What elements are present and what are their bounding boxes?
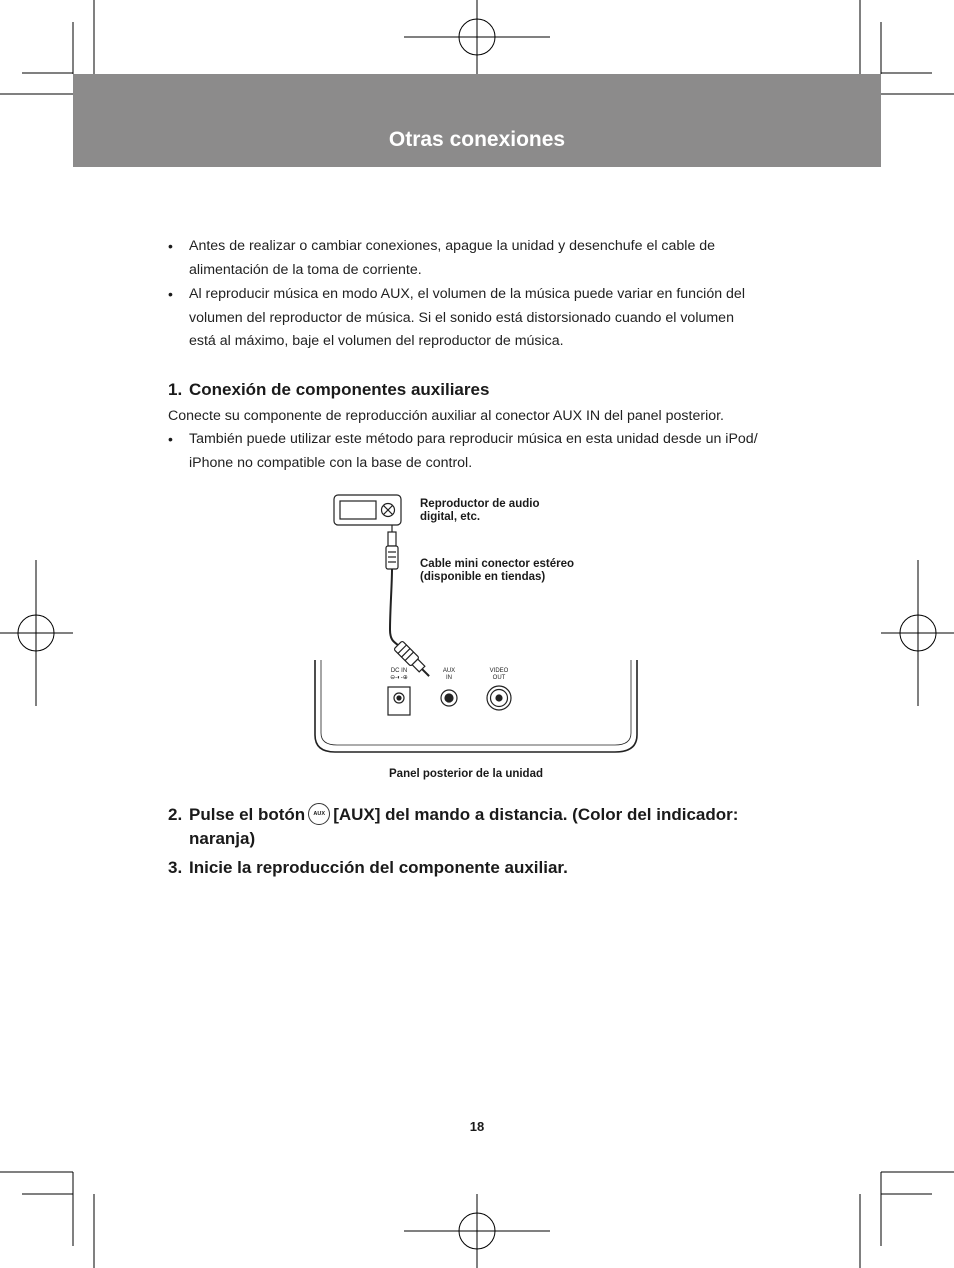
note-1 [189,235,715,282]
section-title: Conexión de componentes auxiliares [189,380,490,399]
port-label-line: AUX [442,668,456,674]
step-number: 2. [168,805,183,824]
cable-label [420,558,574,584]
port-label-line: IN [446,675,452,681]
port-label-line: ⊖-◐-⊕ [390,675,408,681]
dc-in-label [384,668,414,682]
port-label-line: OUT [492,675,506,681]
video-out-label [484,668,514,682]
note-line: Al reproducir música en modo AUX, el volumen de la música puede variar en función del [189,286,745,302]
header-banner [73,74,881,167]
step-2 [168,803,808,851]
step-text-part: [AUX] del mando a distancia. (Color del indicador: [333,805,739,824]
dc-in-port [388,687,410,715]
section-heading [168,378,489,402]
note-line: volumen del reproductor de música. Si el sonido está distorsionado cuando el volumen [189,309,734,326]
label-line: (disponible en tiendas) [420,571,546,583]
page-title: Otras conexiones [388,128,566,151]
step-text-part: naranja) [189,829,256,848]
port-label-line: DC IN [390,668,408,674]
note-2 [189,283,745,354]
bullet-marker: • [168,431,173,447]
note-line: está al máximo, baje el volumen del reproductor de música. [189,333,564,349]
note-line: iPhone no compatible con la base de control. [189,454,473,471]
note-line: También puede utilizar este método para reproducir música en esta unidad desde un iPod/ [189,431,758,447]
bullet-marker: • [168,286,173,302]
panel-label: Panel posterior de la unidad [389,768,544,780]
aux-button-icon: AUX [308,803,330,825]
label-line: Cable mini conector estéreo [420,558,575,570]
step-number: 3. [168,858,183,877]
stereo-cable [390,569,398,645]
audio-player-screen [340,501,376,519]
aux-in-label [434,668,464,682]
section-number: 1. [168,380,183,399]
connection-diagram [310,490,650,765]
port-label-line: VIDEO [489,668,509,674]
player-label [420,498,539,524]
label-line: digital, etc. [420,511,481,523]
step-text: Inicie la reproducción del componente auxiliar. [189,858,568,877]
bullet-marker: • [168,238,173,254]
label-line: Reproductor de audio [420,498,540,510]
step-text-part: Pulse el botón [189,805,306,824]
audio-player-body [334,495,401,525]
note-line: Antes de realizar o cambiar conexiones, apague la unidad y desenchufe el cable de [189,238,716,254]
page-number: 18 [469,1119,485,1134]
section-bullet [189,428,758,475]
rear-panel [315,660,637,752]
step-text [189,803,738,851]
note-line: alimentación de la toma de corriente. [189,261,422,278]
section-intro: Conecte su componente de reproducción auxiliar al conector AUX IN del panel posterior. [168,408,724,424]
